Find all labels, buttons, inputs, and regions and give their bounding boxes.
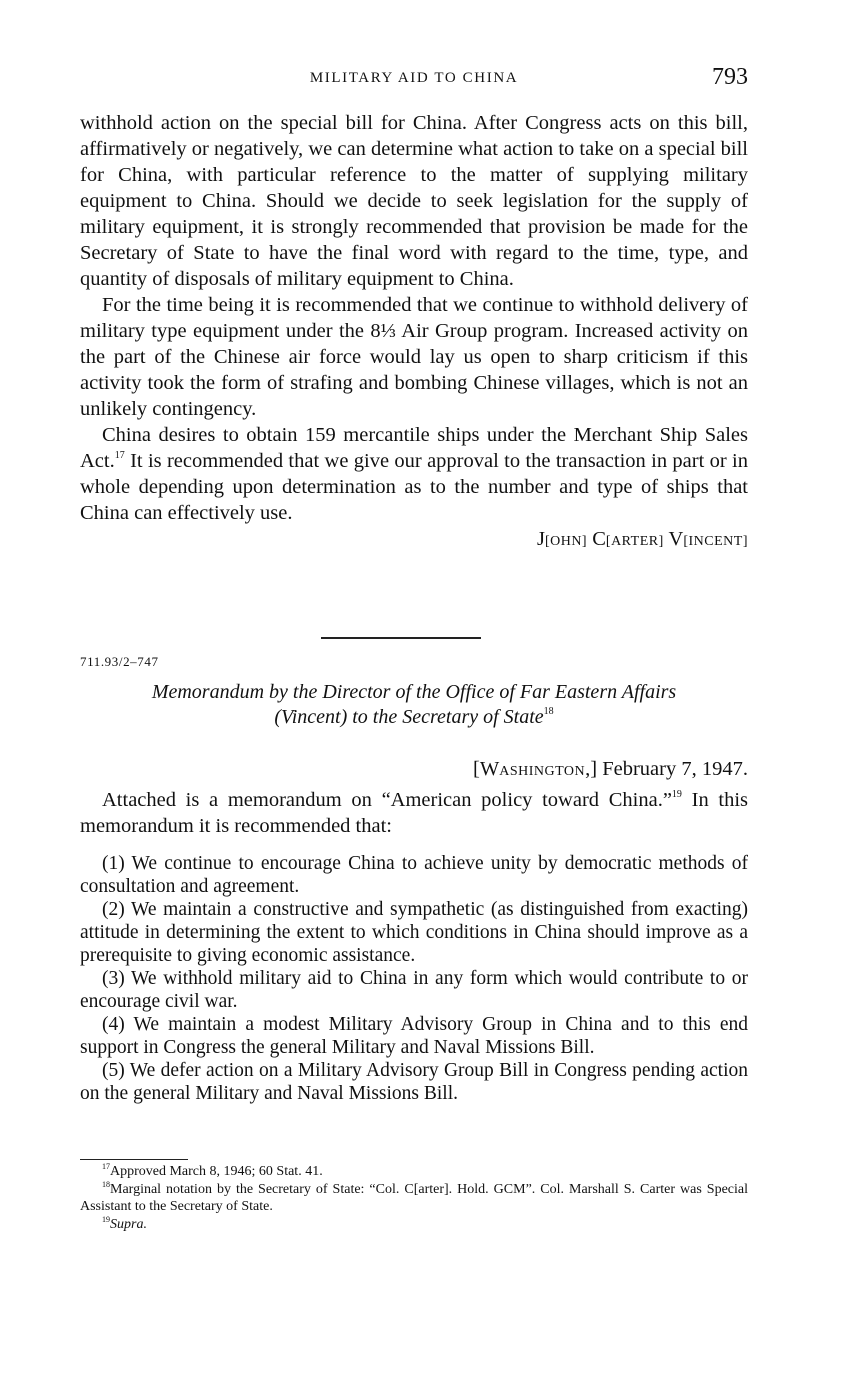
recommendation-2: (2) We maintain a constructive and sympathetic (as distinguished from exacting) attitude in determining the extent to which conditions in China should improve as a prerequisite to giving economic assistance. <box>80 899 748 966</box>
recommendation-1: (1) We continue to encourage China to achieve unity by democratic methods of consultation and agreement. <box>80 853 748 897</box>
dateline <box>80 758 748 781</box>
footnote-marker: 19 <box>102 1214 110 1224</box>
intro-paragraph <box>80 787 748 839</box>
recommendations-list <box>80 852 748 1105</box>
footnote-text: Approved March 8, 1946; 60 Stat. 41. <box>110 1164 323 1179</box>
footnote-17 <box>80 1163 748 1181</box>
running-title: MILITARY AID TO CHINA <box>309 70 519 86</box>
footnote-ref-18[interactable]: 18 <box>543 706 554 717</box>
file-number: 711.93/2–747 <box>80 654 159 669</box>
paragraph-2: For the time being it is recommended that we continue to withhold delivery of military type equipment under the 8⅓ Air Group program. Increased activity on the part of the Chinese air force would lay us open to sharp criticism if this activity took the form of strafing and bombing Chinese villages, which is not an unlikely contingency. <box>80 294 748 420</box>
recommendation-5: (5) We defer action on a Military Advisory Group Bill in Congress pending action on the general Military and Naval Missions Bill. <box>80 1060 748 1104</box>
paragraph-3-text-a: China desires to obtain 159 mercantile ships under the Merchant Ship Sales Act. <box>80 424 748 472</box>
footnote-marker: 17 <box>102 1162 110 1171</box>
signature-c: C <box>587 528 606 550</box>
dateline-date: ,] February 7, 1947. <box>585 758 748 780</box>
signature-v: V <box>663 528 684 550</box>
memo-title <box>80 680 748 730</box>
page-number: 793 <box>712 64 748 90</box>
footnote-ref-19[interactable]: 19 <box>671 789 682 800</box>
intro-text: Attached is a memorandum on “American policy toward China.” <box>102 789 672 811</box>
memo-title-line-2: (Vincent) to the Secretary of State <box>274 706 544 728</box>
section-divider <box>321 637 481 639</box>
recommendation-3: (3) We withhold military aid to China in any form which would contribute to or encourage civil war. <box>80 968 748 1012</box>
running-head <box>80 64 748 94</box>
memo-title-line-2-wrap <box>80 705 748 730</box>
footnote-ref-17[interactable]: 17 <box>114 450 125 461</box>
dateline-prefix: [W <box>473 758 500 780</box>
signature-c-rest: [ARTER] <box>605 534 664 549</box>
letter-body <box>80 110 748 555</box>
signature-j-rest: [OHN] <box>544 534 588 549</box>
paragraph-3 <box>80 422 748 526</box>
intro-text-2: In this memorandum it is recommended that: <box>80 789 748 837</box>
signature-j: J <box>536 528 545 550</box>
signature-v-rest: [INCENT] <box>683 534 748 549</box>
memo-intro <box>80 787 748 839</box>
paragraph-3-text-b: It is recommended that we give our approval to the transaction in part or in whole depending upon determination as to the number and type of ships that China can effectively use. <box>80 450 748 524</box>
footnote-text: Marginal notation by the Secretary of State: “Col. C[arter]. Hold. GCM”. Col. Marshall S. Carter was Special Assistant to the Secretary of State. <box>80 1181 748 1214</box>
footnote-18 <box>80 1181 748 1216</box>
signature <box>80 526 748 555</box>
footnotes <box>80 1163 748 1233</box>
paragraph-1: withhold action on the special bill for China. After Congress acts on this bill, affirmatively or negatively, we can determine what action to take on a special bill for China, with particular reference to the matter of supplying military equipment to China. Should we decide to seek legislation for the supply of military equipment, it is strongly recommended that provision be made for the Secretary of State to have the final word with regard to the time, type, and quantity of disposals of military equipment to China. <box>80 112 748 290</box>
footnote-19 <box>80 1216 748 1234</box>
dateline-place: ASHINGTON <box>499 764 586 779</box>
recommendation-4: (4) We maintain a modest Military Advisory Group in China and to this end support in Congress the general Military and Naval Missions Bill. <box>80 1014 748 1058</box>
footnote-divider <box>80 1159 188 1160</box>
footnote-marker: 18 <box>102 1179 110 1189</box>
footnote-text: Supra. <box>110 1216 147 1232</box>
memo-title-line-1: Memorandum by the Director of the Office of Far Eastern Affairs <box>151 681 677 703</box>
